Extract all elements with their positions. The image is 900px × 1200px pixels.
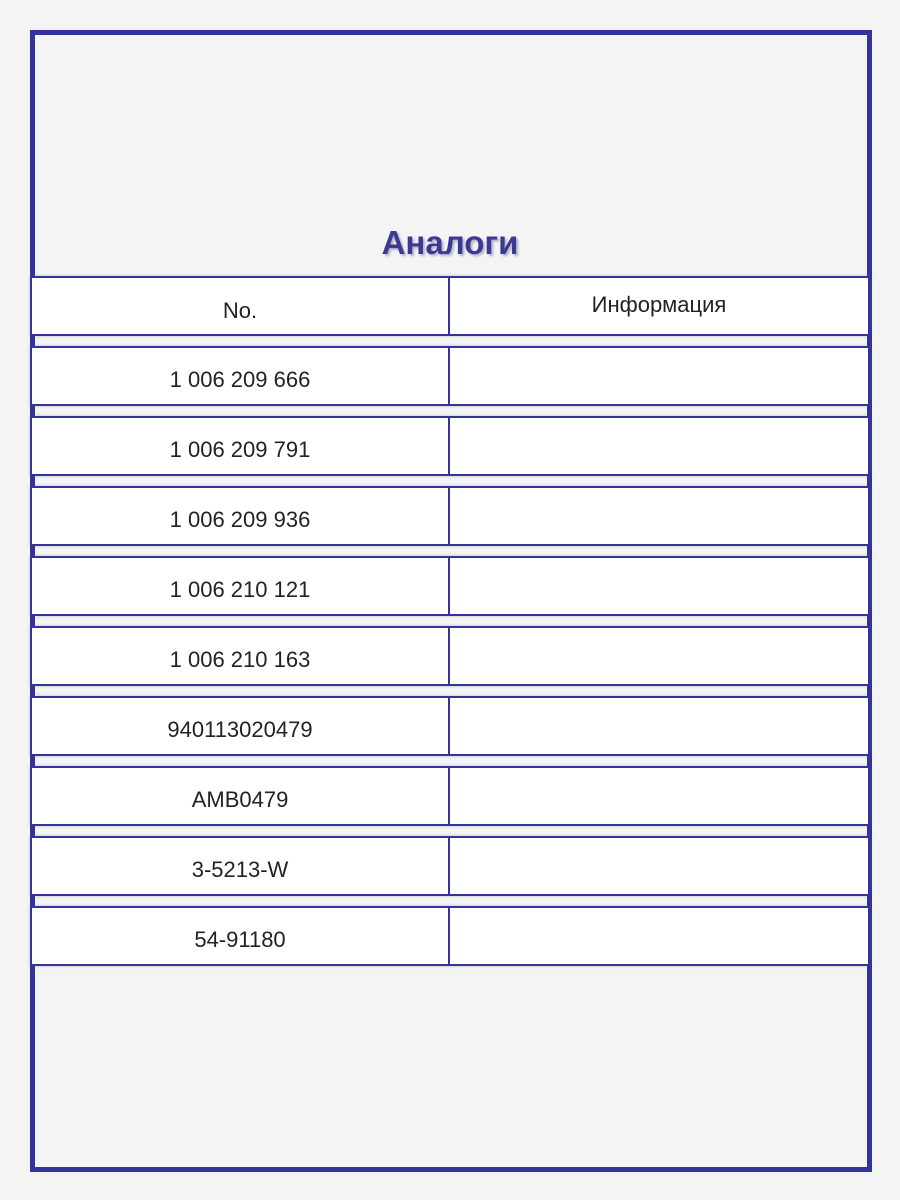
table-row [30, 556, 870, 616]
table-row [30, 486, 870, 546]
row-info-cell [450, 556, 870, 616]
table-row [30, 346, 870, 406]
row-info-cell [450, 766, 870, 826]
table-row [30, 626, 870, 686]
header-info: Информация [450, 276, 870, 336]
row-number-cell: 1 006 209 791 [30, 416, 450, 476]
page-title: Аналоги [381, 224, 519, 261]
row-info-cell [450, 626, 870, 686]
row-info-cell [450, 486, 870, 546]
row-info-cell [450, 696, 870, 756]
analogs-table [30, 276, 870, 976]
row-info-cell [450, 346, 870, 406]
table-row [30, 696, 870, 756]
row-info-cell [450, 906, 870, 966]
table-row [30, 836, 870, 896]
row-number-cell: 1 006 210 121 [30, 556, 450, 616]
row-number-cell: 940113020479 [30, 696, 450, 756]
row-number-cell: 1 006 209 666 [30, 346, 450, 406]
table-row [30, 416, 870, 476]
row-number-cell: 54-91180 [30, 906, 450, 966]
row-number-cell: 3-5213-W [30, 836, 450, 896]
row-info-cell [450, 416, 870, 476]
row-number-cell: 1 006 210 163 [30, 626, 450, 686]
row-number-cell: 1 006 209 936 [30, 486, 450, 546]
table-row [30, 906, 870, 966]
table-row [30, 766, 870, 826]
header-number: No. [30, 276, 450, 336]
table-header-row [30, 276, 870, 336]
row-info-cell [450, 836, 870, 896]
row-number-cell: AMB0479 [30, 766, 450, 826]
